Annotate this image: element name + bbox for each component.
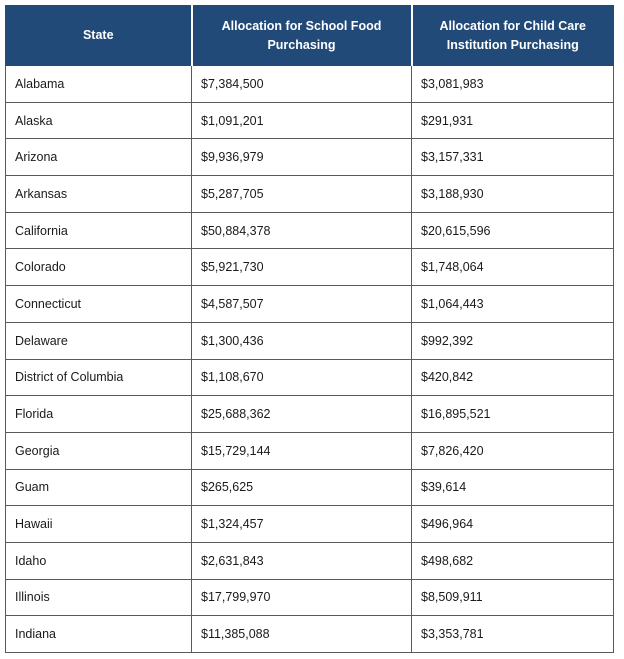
- cell-school-food-allocation: $1,091,201: [192, 102, 412, 139]
- table-row: [6, 212, 614, 249]
- cell-child-care-allocation: $39,614: [412, 469, 614, 506]
- cell-school-food-allocation: $1,300,436: [192, 322, 412, 359]
- table-row: [6, 249, 614, 286]
- table-row: [6, 176, 614, 213]
- cell-school-food-allocation: $5,287,705: [192, 176, 412, 213]
- table-row: [6, 66, 614, 103]
- table-row: [6, 396, 614, 433]
- cell-state: Alaska: [6, 102, 192, 139]
- state-allocation-table: [5, 5, 614, 653]
- cell-child-care-allocation: $3,353,781: [412, 616, 614, 653]
- table-row: [6, 616, 614, 653]
- cell-state: Connecticut: [6, 286, 192, 323]
- cell-school-food-allocation: $11,385,088: [192, 616, 412, 653]
- cell-state: Indiana: [6, 616, 192, 653]
- cell-state: Arizona: [6, 139, 192, 176]
- column-header-state: State: [6, 6, 192, 66]
- cell-school-food-allocation: $50,884,378: [192, 212, 412, 249]
- cell-state: Arkansas: [6, 176, 192, 213]
- cell-state: Colorado: [6, 249, 192, 286]
- table-header: [6, 6, 614, 66]
- cell-state: Alabama: [6, 66, 192, 103]
- cell-state: Idaho: [6, 542, 192, 579]
- column-header-child-care-institution-purchasing: Allocation for Child Care Institution Purchasing: [412, 6, 614, 66]
- cell-school-food-allocation: $15,729,144: [192, 432, 412, 469]
- cell-state: Florida: [6, 396, 192, 433]
- cell-school-food-allocation: $2,631,843: [192, 542, 412, 579]
- cell-child-care-allocation: $496,964: [412, 506, 614, 543]
- cell-child-care-allocation: $16,895,521: [412, 396, 614, 433]
- cell-child-care-allocation: $420,842: [412, 359, 614, 396]
- table-row: [6, 102, 614, 139]
- table-row: [6, 506, 614, 543]
- cell-child-care-allocation: $992,392: [412, 322, 614, 359]
- cell-school-food-allocation: $17,799,970: [192, 579, 412, 616]
- cell-state: District of Columbia: [6, 359, 192, 396]
- cell-child-care-allocation: $498,682: [412, 542, 614, 579]
- cell-state: Hawaii: [6, 506, 192, 543]
- table-row: [6, 432, 614, 469]
- table-body: [6, 66, 614, 653]
- table-row: [6, 542, 614, 579]
- cell-child-care-allocation: $7,826,420: [412, 432, 614, 469]
- cell-school-food-allocation: $7,384,500: [192, 66, 412, 103]
- cell-state: Illinois: [6, 579, 192, 616]
- cell-state: Delaware: [6, 322, 192, 359]
- table-row: [6, 322, 614, 359]
- table-header-row: [6, 6, 614, 66]
- cell-school-food-allocation: $9,936,979: [192, 139, 412, 176]
- cell-state: Guam: [6, 469, 192, 506]
- cell-school-food-allocation: $265,625: [192, 469, 412, 506]
- cell-school-food-allocation: $5,921,730: [192, 249, 412, 286]
- cell-child-care-allocation: $291,931: [412, 102, 614, 139]
- cell-school-food-allocation: $1,324,457: [192, 506, 412, 543]
- table-row: [6, 469, 614, 506]
- cell-child-care-allocation: $1,064,443: [412, 286, 614, 323]
- column-header-school-food-purchasing: Allocation for School Food Purchasing: [192, 6, 412, 66]
- table-row: [6, 359, 614, 396]
- cell-state: California: [6, 212, 192, 249]
- cell-school-food-allocation: $25,688,362: [192, 396, 412, 433]
- cell-child-care-allocation: $20,615,596: [412, 212, 614, 249]
- cell-state: Georgia: [6, 432, 192, 469]
- cell-child-care-allocation: $3,157,331: [412, 139, 614, 176]
- cell-child-care-allocation: $3,188,930: [412, 176, 614, 213]
- table-row: [6, 139, 614, 176]
- table-row: [6, 286, 614, 323]
- cell-child-care-allocation: $8,509,911: [412, 579, 614, 616]
- cell-child-care-allocation: $1,748,064: [412, 249, 614, 286]
- cell-school-food-allocation: $1,108,670: [192, 359, 412, 396]
- table-row: [6, 579, 614, 616]
- cell-child-care-allocation: $3,081,983: [412, 66, 614, 103]
- cell-school-food-allocation: $4,587,507: [192, 286, 412, 323]
